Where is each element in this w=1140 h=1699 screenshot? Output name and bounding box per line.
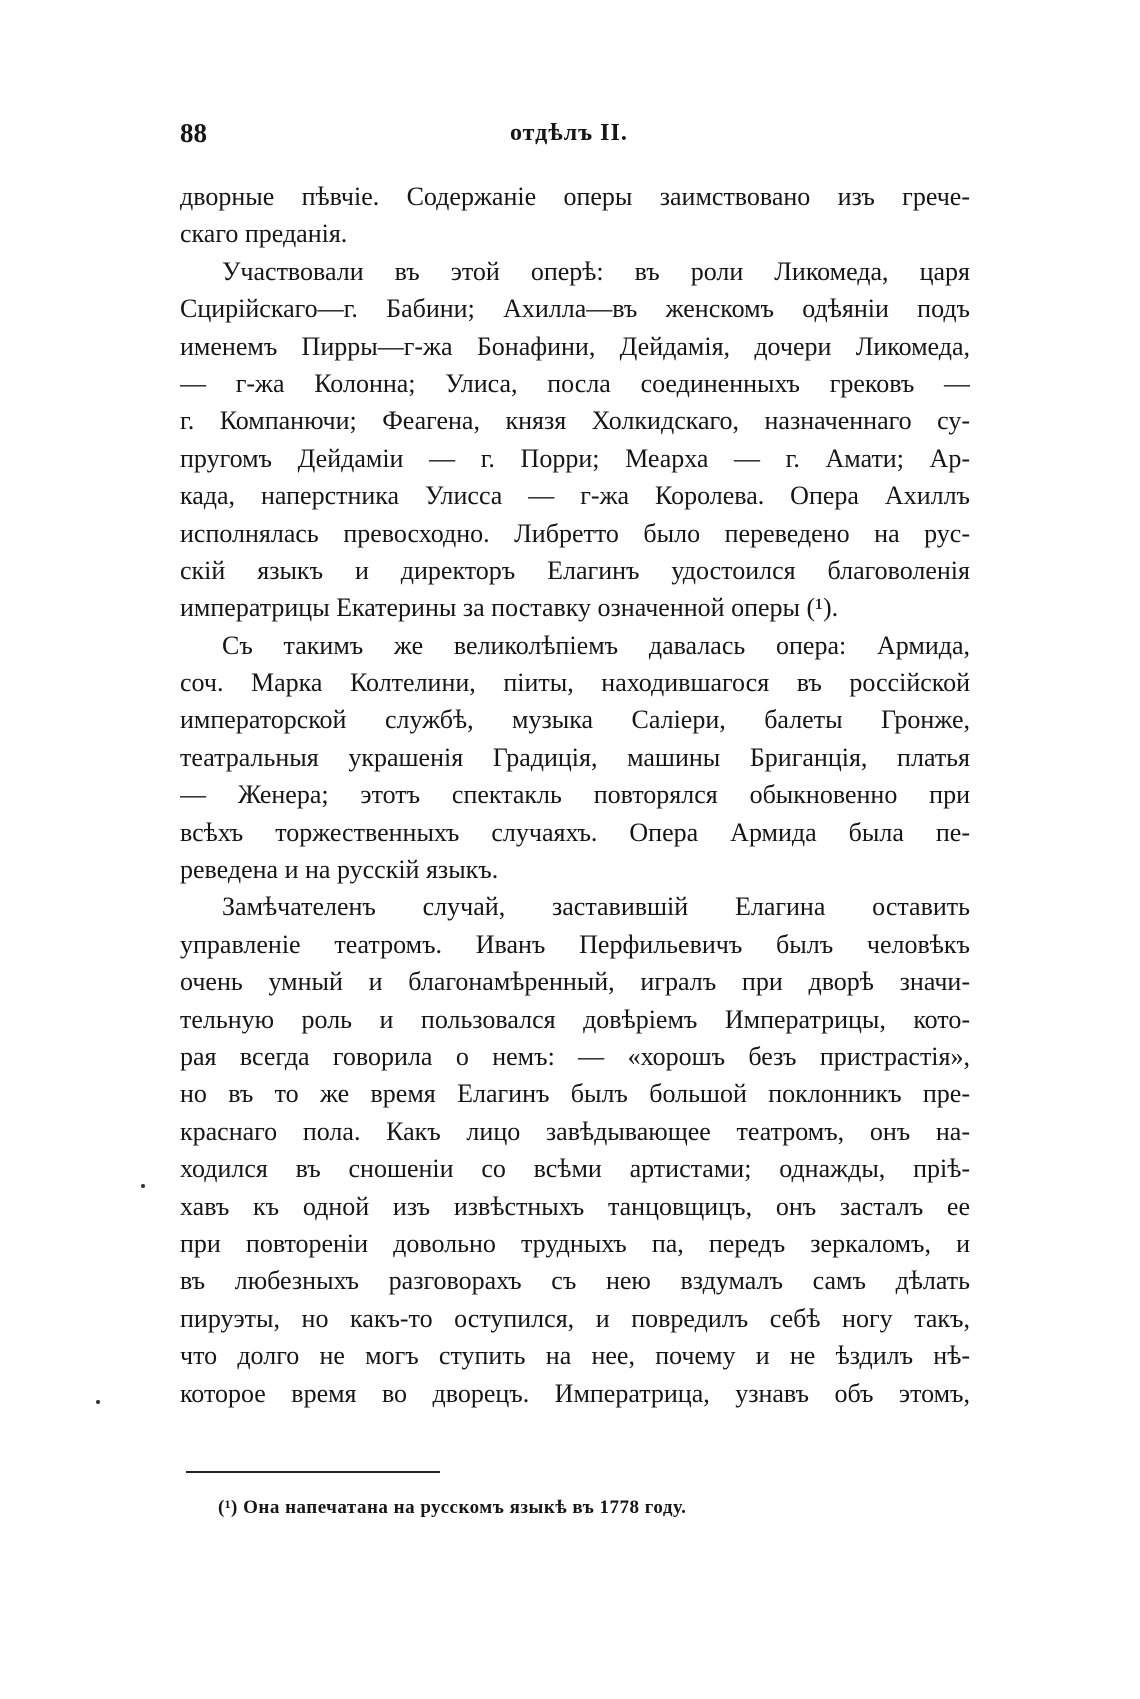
footnote: (¹) Она напечатана на русскомъ языкѣ въ 1778 году. bbox=[218, 1497, 687, 1518]
text-line: управленіе театромъ. Иванъ Перфильевичъ былъ человѣкъ bbox=[180, 929, 970, 959]
text-line: када, наперстника Улисса — г-жа Королева. Опера Ахиллъ bbox=[180, 481, 970, 511]
text-line: императрицы Екатерины за поставку означенной оперы (¹). bbox=[180, 593, 839, 623]
text-line: реведена и на русскій языкъ. bbox=[180, 855, 499, 885]
text-line: соч. Марка Колтелини, піиты, находившагося въ россійской bbox=[180, 668, 970, 698]
text-line: — г-жа Колонна; Улиса, посла соединенныхъ грековъ — bbox=[180, 368, 970, 398]
text-line: скаго преданія. bbox=[180, 219, 348, 249]
text-line: которое время во дворецъ. Императрица, узнавъ объ этомъ, bbox=[180, 1378, 970, 1408]
text-line: скій языкъ и директоръ Елагинъ удостоился благоволенія bbox=[180, 555, 970, 585]
text-line: краснаго пола. Какъ лицо завѣдывающее театромъ, онъ на- bbox=[180, 1116, 970, 1146]
text-line: при повтореніи довольно трудныхъ па, передъ зеркаломъ, и bbox=[180, 1228, 970, 1258]
text-line: дворные пѣвчіе. Содержаніе оперы заимствовано изъ грече- bbox=[180, 182, 970, 211]
paragraph-3 bbox=[180, 627, 970, 889]
text-line: г. Компанючи; Феагена, князя Холкидскаго, назначеннаго су- bbox=[180, 406, 970, 436]
text-line: — Женера; этотъ спектакль повторялся обыкновенно при bbox=[180, 780, 970, 810]
text-line: ходился въ сношеніи со всѣми артистами; однажды, пріѣ- bbox=[180, 1154, 970, 1184]
text-line: что долго не могъ ступить на нее, почему и не ѣздилъ нѣ- bbox=[180, 1341, 970, 1371]
text-line: Участвовали въ этой оперѣ: въ роли Ликомеда, царя bbox=[222, 256, 970, 286]
text-line: но въ то же время Елагинъ былъ большой поклонникъ пре- bbox=[180, 1079, 970, 1109]
text-line: именемъ Пирры—г-жа Бонафини, Дейдамія, дочери Ликомеда, bbox=[180, 331, 970, 361]
text-line: пируэты, но какъ-то оступился, и повредилъ себѣ ногу такъ, bbox=[180, 1303, 970, 1333]
footnote-divider bbox=[186, 1471, 440, 1473]
text-line: Сциpiйскаго—г. Бабини; Ахилла—въ женскомъ одѣяніи подъ bbox=[180, 294, 970, 324]
print-speck bbox=[141, 1184, 145, 1188]
paragraph-4 bbox=[180, 888, 970, 1411]
page-header bbox=[180, 118, 970, 158]
text-line: театральныя украшенія Градиція, машины Бриганція, платья bbox=[180, 742, 970, 772]
text-line: тельную роль и пользовался довѣріемъ Императрицы, кото- bbox=[180, 1004, 970, 1034]
text-line: въ любезныхъ разговорахъ съ нею вздумалъ самъ дѣлать bbox=[180, 1266, 970, 1296]
page-number: 88 bbox=[180, 118, 207, 148]
text-line: императорской службѣ, музыка Саліери, балеты Гронже, bbox=[180, 705, 970, 735]
body-text bbox=[180, 178, 970, 1412]
paragraph-1 bbox=[180, 178, 970, 253]
text-line: рая всегда говорила о немъ: — «хорошъ безъ пристрастія», bbox=[180, 1041, 970, 1071]
print-speck bbox=[96, 1400, 100, 1404]
text-line: пругомъ Дейдаміи — г. Порри; Меарха — г. Амати; Ар- bbox=[180, 443, 970, 473]
text-line: всѣхъ торжественныхъ случаяхъ. Опера Армида была пе- bbox=[180, 817, 970, 847]
text-line: очень умный и благонамѣренный, игралъ при дворѣ значи- bbox=[180, 967, 970, 997]
text-line: Замѣчателенъ случай, заставившій Елагина оставить bbox=[222, 892, 970, 922]
paragraph-2 bbox=[180, 253, 970, 627]
text-line: исполнялась превосходно. Либретто было переведено на рус- bbox=[180, 518, 970, 548]
running-head: отдѣлъ II. bbox=[510, 120, 628, 146]
text-line: хавъ къ одной изъ извѣстныхъ танцовщицъ, онъ засталъ ее bbox=[180, 1191, 970, 1221]
text-line: Съ такимъ же великолѣпіемъ давалась опера: Армида, bbox=[222, 630, 970, 660]
